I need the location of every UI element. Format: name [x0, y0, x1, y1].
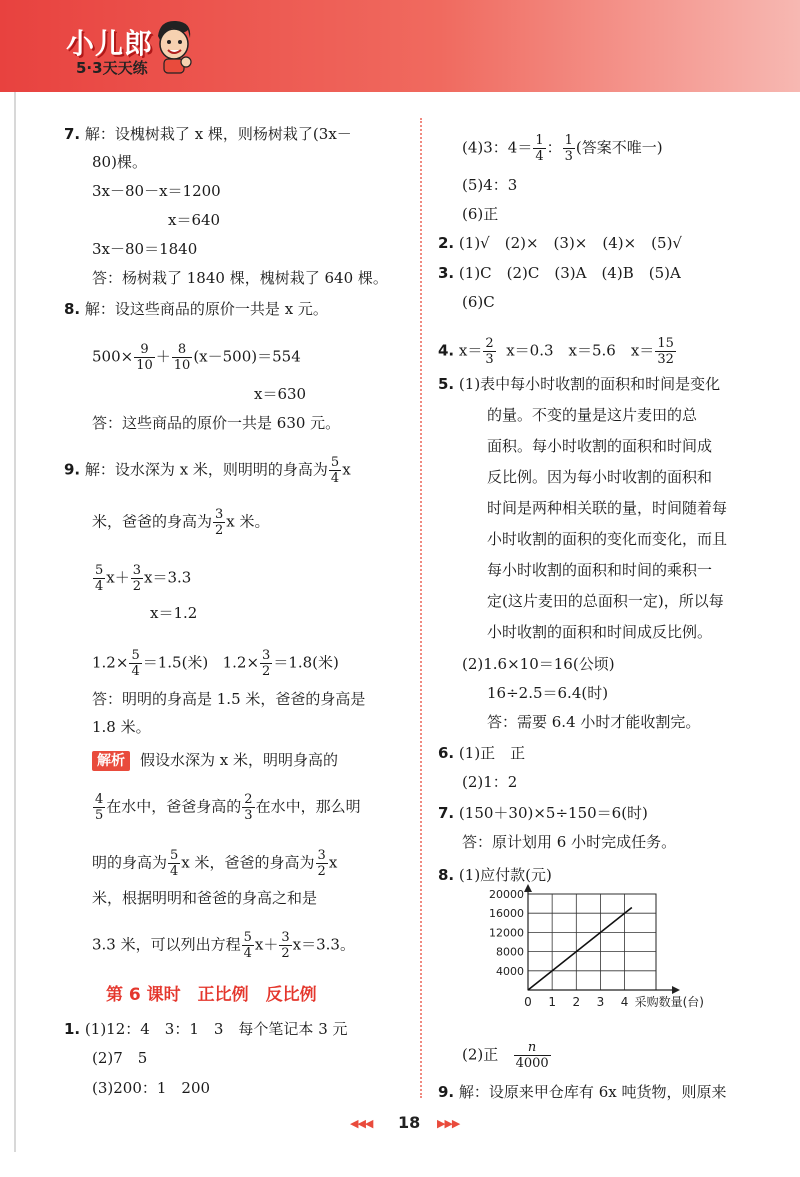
right-q5-line3: 面积。每小时收割的面积和时间成	[487, 437, 713, 455]
x-axis-label: 采购数量(台)	[634, 995, 704, 1009]
text: 500×	[92, 347, 134, 366]
fraction	[134, 342, 155, 373]
left-q9-line1	[64, 455, 351, 486]
fraction	[483, 336, 495, 367]
left-q7-line3: 3x－80－x＝1200	[92, 182, 221, 200]
numerator: 3	[281, 930, 290, 945]
right-q4	[438, 336, 677, 367]
right-q8-line1	[438, 865, 552, 885]
right-line3: (6)正	[462, 205, 499, 223]
right-q5-line5: 时间是两种相关联的量，时间随着每	[487, 499, 728, 517]
text: (1)√ (2)× (3)× (4)× (5)√	[458, 234, 682, 252]
text: (2)正	[462, 1045, 499, 1064]
numerator: 5	[330, 455, 340, 470]
denominator: 3	[485, 352, 494, 367]
y-axis-arrow	[524, 884, 532, 892]
numerator: 1	[564, 133, 573, 148]
left-q9-line6: 答：明明的身高是 1.5 米，爸爸的身高是	[92, 690, 366, 708]
text: 在水中，那么明	[255, 797, 361, 816]
right-q5-line4: 反比例。因为每小时收割的面积和	[487, 468, 713, 486]
left-s1-line2: (2)7 5	[92, 1049, 148, 1067]
y-tick-label: 20000	[489, 888, 524, 901]
text: x＋	[254, 935, 279, 954]
denominator: 10	[136, 358, 153, 373]
right-q2	[438, 233, 682, 253]
fraction	[329, 455, 341, 486]
denominator: 2	[132, 579, 142, 594]
text: 1.2×	[92, 653, 129, 672]
text: (150＋30)×5÷150＝6(时)	[458, 804, 648, 822]
fraction	[131, 563, 143, 594]
fraction	[129, 648, 141, 679]
denominator: 4	[131, 664, 140, 679]
analysis-line4: 米，根据明明和爸爸的身高之和是	[92, 889, 318, 907]
numerator: 2	[485, 336, 494, 351]
text: x 米，爸爸的身高为	[181, 853, 315, 872]
left-q9-line5	[92, 648, 339, 679]
left-q7-line6: 答：杨树栽了 1840 棵，槐树栽了 640 棵。	[92, 269, 388, 287]
right-q5-line12: 答：需要 6.4 小时才能收割完。	[487, 713, 701, 731]
fraction	[242, 930, 254, 961]
left-q7-line1	[64, 124, 352, 144]
fraction	[213, 507, 225, 538]
left-q7-line5: 3x－80＝1840	[92, 240, 198, 258]
text: 在水中，爸爸身高的	[106, 797, 242, 816]
q-number: 7.	[64, 125, 81, 143]
right-q6-line1	[438, 743, 525, 763]
y-tick-label: 4000	[496, 964, 524, 978]
x-tick-label: 4	[620, 995, 629, 1009]
text: 1.2×	[222, 653, 260, 672]
numerator: 5	[131, 648, 140, 663]
right-q7-line1	[438, 803, 648, 823]
text: ＋	[155, 347, 171, 366]
right-q5-line6: 小时收割的面积的变化而变化，而且	[487, 530, 728, 548]
numerator: 5	[170, 848, 179, 863]
text: (4)3：4＝	[462, 138, 533, 157]
left-s1-line1	[64, 1019, 348, 1039]
text: (1)12：4 3：1 3 每个笔记本 3 元	[84, 1020, 348, 1038]
fraction	[316, 848, 328, 879]
numerator: 1	[535, 133, 544, 148]
text: ＝1.5(米)	[142, 653, 209, 672]
q-number: 5.	[438, 375, 455, 393]
fraction	[514, 1040, 551, 1071]
denominator: 4	[170, 864, 179, 879]
text: 米，爸爸的身高为	[92, 512, 213, 531]
q-number: 9.	[64, 460, 81, 479]
left-q8-line1	[64, 299, 328, 319]
left-q9-equation	[92, 563, 191, 594]
mascot-icon	[152, 18, 196, 74]
fraction	[242, 792, 254, 823]
text: (答案不唯一)	[575, 138, 663, 157]
text: x＝3.3	[144, 568, 192, 587]
fraction	[563, 133, 575, 164]
q-number: 9.	[438, 1083, 455, 1101]
right-q5-line2: 的量。不变的量是这片麦田的总	[487, 406, 698, 424]
left-arrows-icon: ◀◀◀	[350, 1117, 373, 1130]
text: x	[328, 853, 338, 872]
right-q3-line1	[438, 263, 681, 283]
numerator: 3	[317, 848, 326, 863]
right-arrows-icon: ▶▶▶	[437, 1117, 460, 1130]
text: 明的身高为	[92, 853, 168, 872]
text: x＝	[458, 341, 483, 360]
denominator: 32	[657, 352, 674, 367]
price-quantity-chart	[470, 884, 770, 1014]
y-tick-label: 8000	[496, 945, 524, 959]
x-tick-label: 1	[548, 995, 556, 1009]
left-q8-line4: 答：这些商品的原价一共是 630 元。	[92, 414, 341, 432]
analysis-line1	[92, 750, 338, 771]
right-q3-line2: (6)C	[462, 293, 495, 311]
text: 解：设原来甲仓库有 6x 吨货物，则原来	[458, 1083, 727, 1101]
numerator: 5	[95, 563, 104, 578]
text: 3.3 米，可以列出方程	[92, 935, 241, 954]
right-q5-line10: (2)1.6×10＝16(公顷)	[462, 655, 615, 673]
denominator: 5	[95, 808, 104, 823]
fraction	[168, 848, 180, 879]
fraction	[655, 336, 676, 367]
fraction	[279, 930, 291, 961]
text: x＝0.3 x＝5.6 x＝	[506, 341, 655, 360]
q-number: 6.	[438, 744, 455, 762]
fraction	[93, 792, 105, 823]
numerator: 8	[172, 342, 193, 358]
x-axis-arrow	[672, 986, 680, 994]
numerator: n	[514, 1040, 551, 1056]
right-q5-line9: 小时收割的面积和时间成反比例。	[487, 623, 713, 641]
denominator: 2	[281, 946, 290, 961]
text: (x－500)＝554	[193, 347, 301, 366]
text: (1)表中每小时收割的面积和时间是变化	[458, 375, 721, 393]
text: ＝1.8(米)	[273, 653, 339, 672]
text: x 米。	[226, 512, 270, 531]
fraction	[260, 648, 272, 679]
fraction	[533, 133, 545, 164]
numerator: 2	[244, 792, 253, 807]
q-number: 3.	[438, 264, 455, 282]
denominator: 4	[243, 946, 252, 961]
denominator: 4	[535, 149, 544, 164]
right-q5-line7: 每小时收割的面积和时间的乘积一	[487, 561, 713, 579]
section-title: 第 6 课时 正比例 反比例	[106, 985, 317, 1005]
fraction	[172, 342, 193, 373]
text: ：	[546, 138, 562, 157]
numerator: 4	[95, 792, 104, 807]
page-number: 18	[398, 1113, 421, 1132]
text: x＝3.3。	[292, 935, 355, 954]
analysis-line5	[92, 930, 355, 961]
denominator: 4	[95, 579, 104, 594]
text: 解：设水深为 x 米，则明明的身高为	[84, 460, 328, 479]
analysis-line2	[92, 792, 361, 823]
x-tick-label: 0	[524, 995, 532, 1009]
right-q5-line8: 定(这片麦田的总面积一定)，所以每	[487, 592, 724, 610]
text: (1)C (2)C (3)A (4)B (5)A	[458, 264, 681, 282]
analysis-badge: 解析	[92, 751, 130, 771]
denominator: 10	[173, 358, 191, 373]
q-number: 1.	[64, 1020, 81, 1038]
brand-logo: 小儿郎	[66, 27, 154, 60]
text: 解：设这些商品的原价一共是 x 元。	[84, 300, 328, 318]
numerator: 9	[134, 342, 155, 358]
numerator: 3	[215, 507, 224, 522]
left-s1-line3: (3)200：1 200	[92, 1079, 211, 1097]
denominator: 4	[330, 471, 340, 486]
left-q7-line4: x＝640	[168, 211, 221, 229]
right-q6-line2: (2)1：2	[462, 773, 518, 791]
left-q8-line3: x＝630	[254, 385, 307, 403]
denominator: 2	[317, 864, 326, 879]
numerator: 5	[243, 930, 252, 945]
analysis-line3	[92, 848, 337, 879]
denominator: 3	[244, 808, 253, 823]
numerator: 3	[132, 563, 142, 578]
q-number: 8.	[64, 300, 81, 318]
denominator: 4000	[515, 1056, 549, 1071]
left-q9-line4: x＝1.2	[150, 604, 198, 622]
y-tick-label: 16000	[489, 907, 524, 921]
text: x＋	[106, 568, 130, 587]
text: (1)应付款(元)	[458, 866, 552, 884]
denominator: 3	[564, 149, 573, 164]
text: (1)正 正	[458, 744, 526, 762]
right-q7-line2: 答：原计划用 6 小时完成任务。	[462, 833, 677, 851]
page-binding-line	[14, 92, 16, 1152]
series-line	[528, 907, 632, 990]
q-number: 8.	[438, 866, 455, 884]
x-tick-label: 2	[572, 995, 581, 1009]
denominator: 2	[262, 664, 271, 679]
numerator: 15	[657, 336, 674, 351]
q-number: 7.	[438, 804, 455, 822]
denominator: 2	[215, 523, 224, 538]
right-line1	[462, 133, 663, 164]
left-q8-equation	[92, 342, 301, 373]
left-q7-line2: 80)棵。	[92, 153, 147, 171]
fraction	[93, 563, 105, 594]
right-q9-line1	[438, 1082, 726, 1102]
q-number: 2.	[438, 234, 455, 252]
right-q8-line2	[462, 1040, 552, 1071]
page-footer	[345, 1112, 475, 1136]
brand-subtitle: 5·3天天练	[76, 59, 148, 77]
left-q9-line2	[92, 507, 270, 538]
q-number: 4.	[438, 341, 455, 360]
left-q9-line7: 1.8 米。	[92, 718, 151, 736]
y-tick-label: 12000	[489, 926, 524, 940]
x-tick-label: 3	[596, 995, 605, 1009]
right-q5-line1	[438, 374, 720, 394]
text: x	[342, 460, 351, 479]
numerator: 3	[262, 648, 271, 663]
column-divider	[420, 118, 422, 1098]
right-q5-line11: 16÷2.5＝6.4(时)	[487, 684, 609, 702]
text: 解：设槐树栽了 x 棵，则杨树栽了(3x－	[84, 125, 352, 143]
right-line2: (5)4：3	[462, 176, 518, 194]
text: 假设水深为 x 米，明明身高的	[140, 751, 338, 769]
